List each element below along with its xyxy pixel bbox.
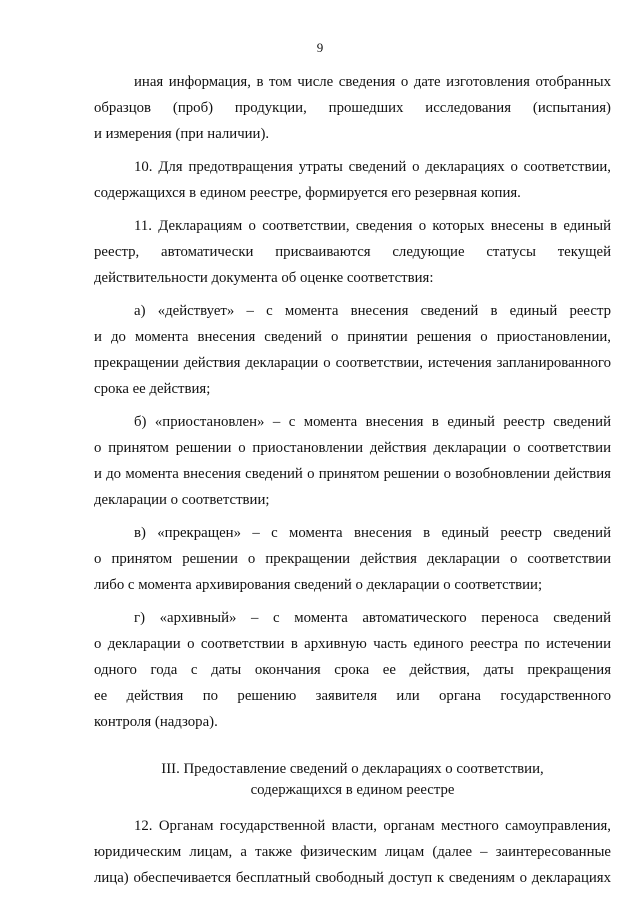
paragraph	[94, 213, 611, 291]
text-line: о принятом решении о приостановлении действия декларации о соответствии	[94, 440, 611, 456]
text-line: юридическим лицам, а также физическим лицам (далее – заинтересованные	[94, 844, 611, 860]
text-line: 11. Декларациям о соответствии, сведения о которых внесены в единый	[134, 218, 611, 234]
text-line: декларации о соответствии;	[94, 492, 270, 508]
list-item	[94, 409, 611, 513]
text-line: контроля (надзора).	[94, 714, 218, 730]
text-line: реестр, автоматически присваиваются следующие статусы текущей	[94, 244, 611, 260]
text-line: и измерения (при наличии).	[94, 126, 270, 142]
text-line: срока ее действия;	[94, 381, 211, 397]
section-heading-line: содержащихся в едином реестре	[250, 782, 455, 798]
document-body	[94, 69, 611, 891]
text-line: б) «приостановлен» – с момента внесения в единый реестр сведений	[134, 414, 611, 430]
section-heading-line: III. Предоставление сведений о декларациях о соответствии,	[161, 761, 544, 777]
text-line: одного года с даты окончания срока ее действия, даты прекращения	[94, 662, 611, 678]
text-line: иная информация, в том числе сведения о дате изготовления отобранных	[134, 74, 611, 90]
list-item	[94, 520, 611, 598]
text-line: содержащихся в едином реестре, формируется его резервная копия.	[94, 185, 521, 201]
text-line: и до момента внесения сведений о принятии решения о приостановлении,	[94, 329, 611, 345]
paragraph	[94, 154, 611, 206]
text-line: действительности документа об оценке соответствия:	[94, 270, 434, 286]
paragraph	[94, 69, 611, 147]
text-line: ее действия по решению заявителя или органа государственного	[94, 688, 611, 704]
text-line: 10. Для предотвращения утраты сведений о декларациях о соответствии,	[134, 159, 611, 175]
paragraph	[94, 813, 611, 891]
list-item	[94, 298, 611, 402]
text-line: прекращении действия декларации о соответствии, истечения запланированного	[94, 355, 611, 371]
text-line: а) «действует» – с момента внесения сведений в единый реестр	[134, 303, 611, 319]
text-line: лица) обеспечивается бесплатный свободный доступ к сведениям о декларациях	[94, 870, 611, 886]
page-number: 9	[316, 40, 324, 55]
text-line: г) «архивный» – с момента автоматического переноса сведений	[134, 610, 611, 626]
text-line: о принятом решении о прекращении действия декларации о соответствии	[94, 551, 611, 567]
text-line: либо с момента архивирования сведений о декларации о соответствии;	[94, 577, 543, 593]
text-line: и до момента внесения сведений о принятом решении о возобновлении действия	[94, 466, 611, 482]
text-line: о декларации о соответствии в архивную часть единого реестра по истечении	[94, 636, 611, 652]
section-heading	[94, 759, 611, 801]
list-item	[94, 605, 611, 735]
text-line: 12. Органам государственной власти, органам местного самоуправления,	[134, 818, 611, 834]
text-line: в) «прекращен» – с момента внесения в единый реестр сведений	[134, 525, 611, 541]
text-line: образцов (проб) продукции, прошедших исследования (испытания)	[94, 100, 611, 116]
